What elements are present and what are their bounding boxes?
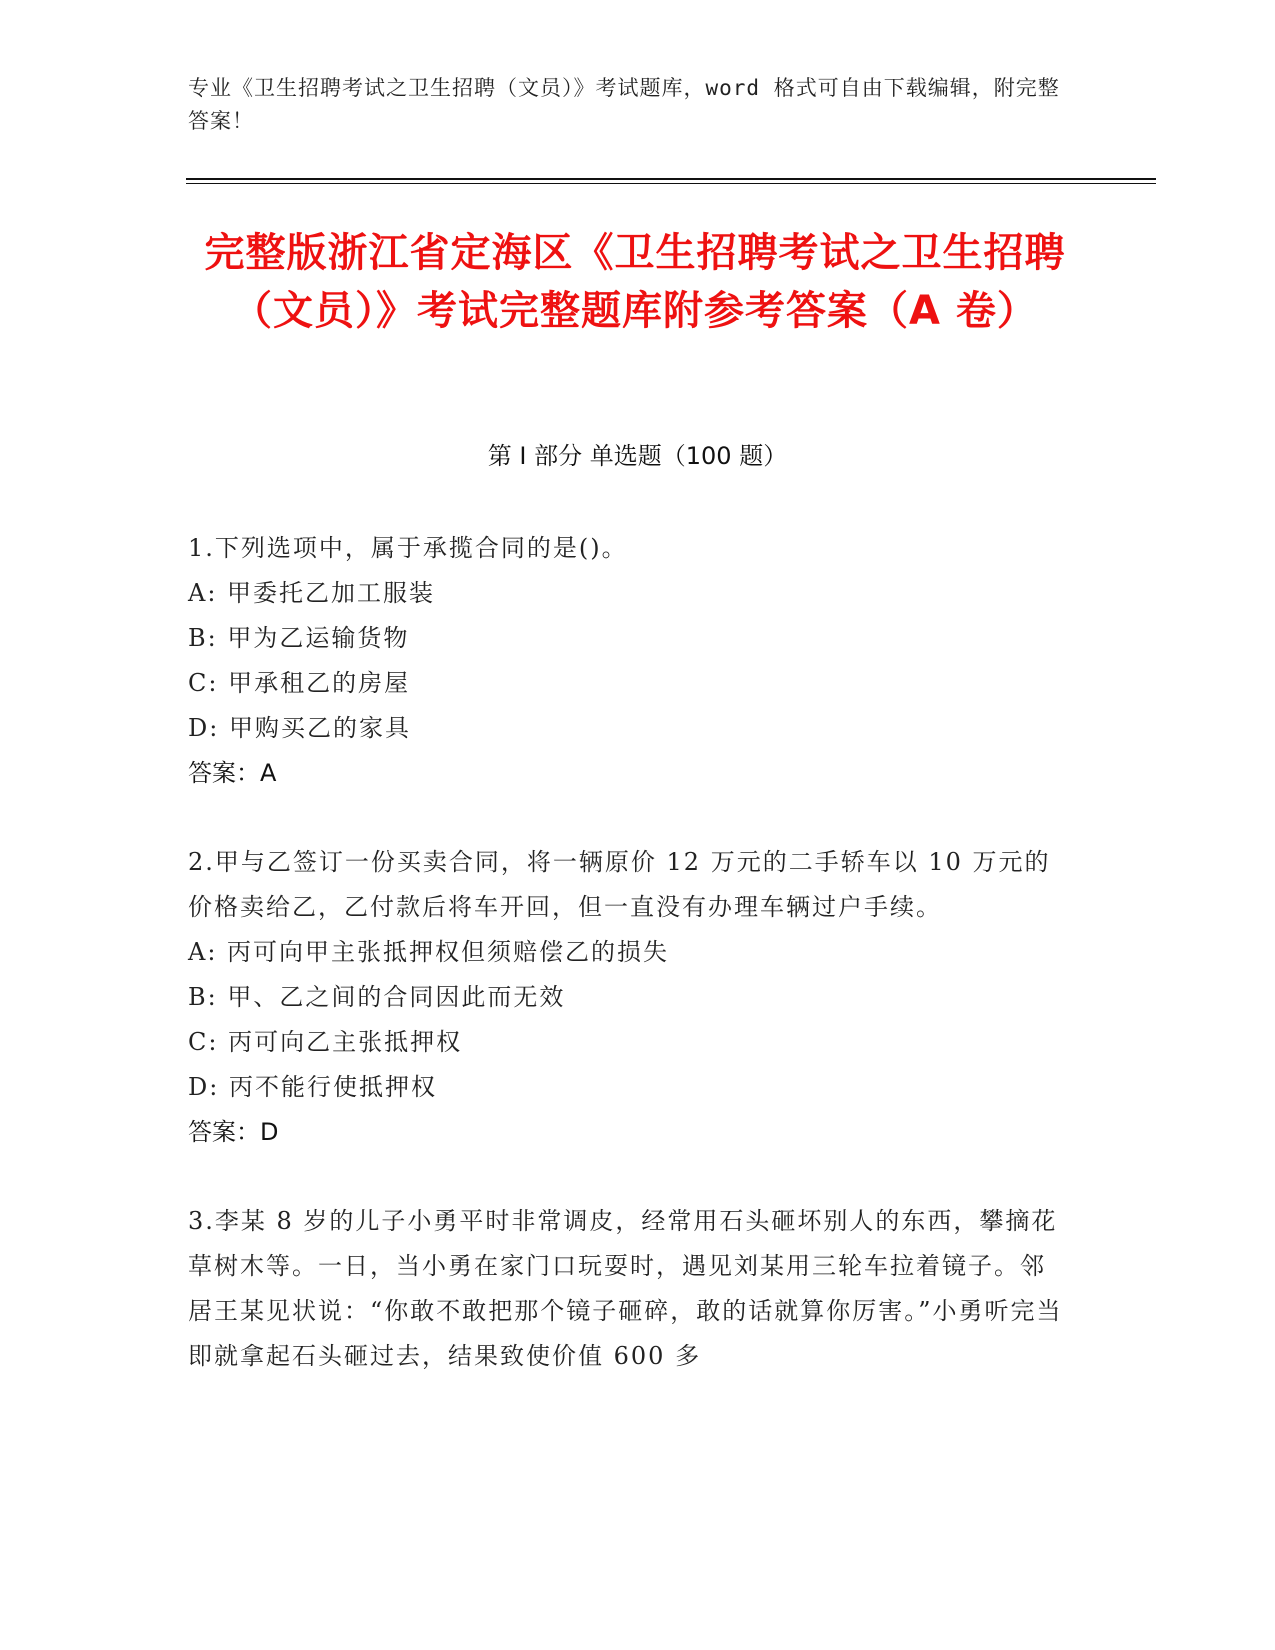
option-b: B: 甲为乙运输货物 [188,624,410,652]
document-title: 完整版浙江省定海区《卫生招聘考试之卫生招聘（文员）》考试完整题库附参考答案（A 卷） [204,230,1066,334]
option-c: C: 丙可向乙主张抵押权 [188,1028,463,1056]
header-divider-thin [186,183,1156,184]
section-heading: 第 I 部分 单选题（100 题） [487,442,788,470]
question-text: 2.甲与乙签订一份买卖合同，将一辆原价 12 万元的二手轿车以 10 万元的价格卖给乙，乙付款后将车开回，但一直没有办理车辆过户手续。 [188,848,1051,921]
header-divider-thick [186,178,1156,180]
option-d: D: 丙不能行使抵押权 [188,1073,437,1101]
question-text: 1.下列选项中，属于承揽合同的是()。 [188,534,628,562]
question-text: 3.李某 8 岁的儿子小勇平时非常调皮，经常用石头砸坏别人的东西，攀摘花草树木等。一日，当小勇在家门口玩耍时，遇见刘某用三轮车拉着镜子。邻居王某见状说：“你敢不敢把那个镜子砸碎，敢的话就算你厉害。”小勇听完当即就拿起石头砸过去，结果致使价值 600 多 [188,1207,1063,1370]
option-c: C: 甲承租乙的房屋 [188,669,411,697]
answer: 答案：D [188,1118,279,1146]
question-3 [188,1199,1068,1379]
header-note: 专业《卫生招聘考试之卫生招聘（文员）》考试题库，word 格式可自由下载编辑，附完整答案！ [188,76,1060,133]
option-b: B: 甲、乙之间的合同因此而无效 [188,983,566,1011]
answer: 答案：A [188,759,277,787]
question-2 [188,840,1068,1155]
option-d: D: 甲购买乙的家具 [188,714,411,742]
question-1 [188,526,1068,796]
question-list [188,526,1068,1423]
option-a: A: 丙可向甲主张抵押权但须赔偿乙的损失 [188,938,670,966]
option-a: A: 甲委托乙加工服装 [188,579,436,607]
